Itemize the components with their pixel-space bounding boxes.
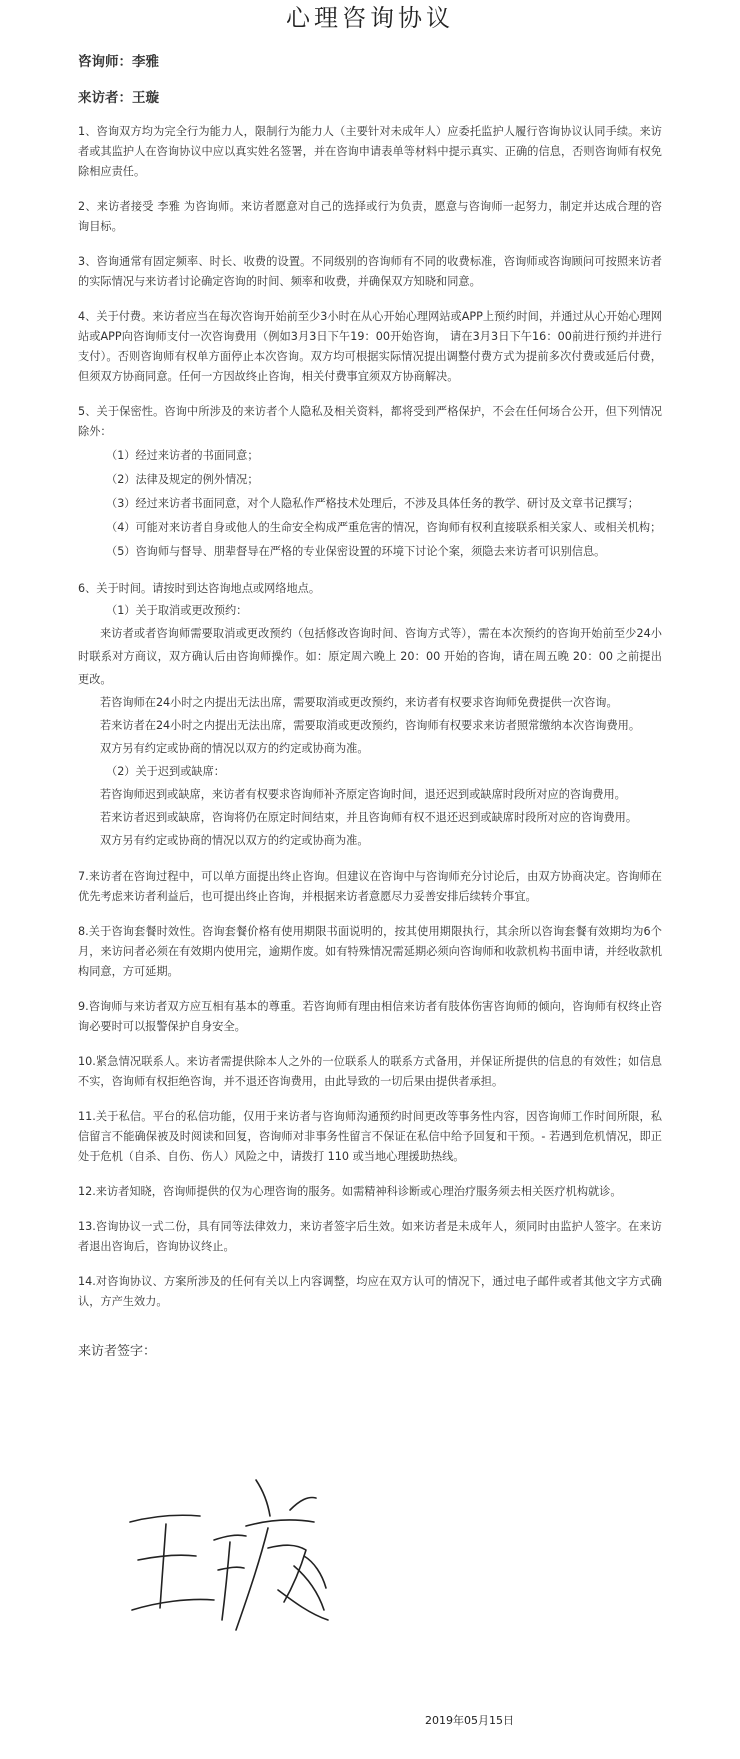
counselor-line: 咨询师：李雅 (78, 54, 159, 70)
clause-9: 9.咨询师与来访者双方应互相有基本的尊重。若咨询师有理由相信来访者有肢体伤害咨询师的倾向，咨询师有权终止咨询必要时可以报警保护自身安全。 (78, 1000, 662, 1033)
clause-6-sub1-para: 双方另有约定或协商的情况以双方的约定或协商为准。 (100, 742, 369, 755)
clause-13: 13.咨询协议一式二份，具有同等法律效力，来访者签字后生效。如来访者是未成年人，须同时由监护人签字。在来访者退出咨询后，咨询协议终止。 (78, 1220, 662, 1253)
clause-6-sub1-para: 来访者或者咨询师需要取消或更改预约（包括修改咨询时间、咨询方式等），需在本次预约的咨询开始前至少24小时联系对方商议，双方确认后由咨询师操作。如：原定周六晚上 20：00 开始的咨询，请在周五晚 20：00 之前提出更改。 (78, 627, 662, 686)
clause-5-list (78, 444, 662, 564)
document-title: 心理咨询协议 (286, 4, 454, 32)
clause-5-item: （1）经过来访者的书面同意； (106, 449, 259, 462)
clause-6-sub1-para: 若咨询师在24小时之内提出无法出席，需要取消或更改预约，来访者有权要求咨询师免费提供一次咨询。 (100, 696, 618, 709)
clause-6 (78, 579, 662, 852)
clause-3: 3、咨询通常有固定频率、时长、收费的设置。不同级别的咨询师有不同的收费标准，咨询师或咨询顾问可按照来访者的实际情况与来访者讨论确定咨询的时间、频率和收费，并确保双方知晓和同意。 (78, 255, 662, 288)
clause-6-sub2-para: 若咨询师迟到或缺席，来访者有权要求咨询师补齐原定咨询时间，退还迟到或缺席时段所对应的咨询费用。 (100, 788, 626, 801)
clause-4: 4、关于付费。来访者应当在每次咨询开始前至少3小时在从心开始心理网站或APP上预约时间，并通过从心开始心理网站或APP向咨询师支付一次咨询费用（例如3月3日下午19：00开始咨询， 请在3月3日下午16：00前进行预约并进行支付）。否则咨询师有权单方面停止本次咨询。双方均可根据实际情况提出调整付费方式为提前多次付费或延后付费，但须双方协商同意。任何一方因故终止咨询，相关付费事宜须双方协商解决。 (78, 310, 662, 383)
clauses (78, 122, 662, 1312)
clause-8: 8.关于咨询套餐时效性。咨询套餐价格有使用期限书面说明的，按其使用期限执行，其余所以咨询套餐有效期均为6个月，来访问者必须在有效期内使用完，逾期作废。如有特殊情况需延期必须向咨询师和收款机构书面申请，并经收款机构同意，方可延期。 (78, 925, 662, 978)
clause-5 (78, 402, 662, 564)
clause-5-item: （5）咨询师与督导、朋辈督导在严格的专业保密设置的环境下讨论个案，须隐去来访者可识别信息。 (106, 545, 606, 558)
signature-label: 来访者签字： (78, 1344, 157, 1359)
clause-6-sub1-head: （1）关于取消或更改预约： (106, 604, 248, 617)
clause-5-intro: 5、关于保密性。咨询中所涉及的来访者个人隐私及相关资料，都将受到严格保护，不会在任何场合公开，但下列情况除外： (78, 405, 662, 438)
handwritten-signature (118, 1470, 338, 1650)
clause-14: 14.对咨询协议、方案所涉及的任何有关以上内容调整，均应在双方认可的情况下，通过电子邮件或者其他文字方式确认，方产生效力。 (78, 1275, 662, 1308)
clause-5-item: （2）法律及规定的例外情况； (106, 473, 259, 486)
client-line: 来访者：王璇 (78, 90, 159, 106)
clause-7: 7.来访者在咨询过程中，可以单方面提出终止咨询。但建议在咨询中与咨询师充分讨论后，由双方协商决定。咨询师在优先考虑来访者利益后，也可提出终止咨询，并根据来访者意愿尽力妥善安排后续转介事宜。 (78, 870, 662, 903)
clause-11: 11.关于私信。平台的私信功能，仅用于来访者与咨询师沟通预约时间更改等事务性内容，因咨询师工作时间所限，私信留言不能确保被及时阅读和回复，咨询师对非事务性留言不保证在私信中给予回复和干预。- 若遇到危机情况，即正处于危机（自杀、自伤、伤人）风险之中，请拨打 110 或当地心理援助热线。 (78, 1110, 662, 1163)
signing-date: 2019年05月15日 (425, 1714, 514, 1727)
clause-6-sub2-para: 若来访者迟到或缺席，咨询将仍在原定时间结束，并且咨询师有权不退还迟到或缺席时段所对应的咨询费用。 (100, 811, 638, 824)
clause-10: 10.紧急情况联系人。来访者需提供除本人之外的一位联系人的联系方式备用，并保证所提供的信息的有效性；如信息不实，咨询师有权拒绝咨询，并不退还咨询费用，由此导致的一切后果由提供者承担。 (78, 1055, 662, 1088)
clause-6-sub2-head: （2）关于迟到或缺席： (106, 765, 225, 778)
clause-6-sub1-para: 若来访者在24小时之内提出无法出席，需要取消或更改预约，咨询师有权要求来访者照常缴纳本次咨询费用。 (100, 719, 641, 732)
clause-5-item: （3）经过来访者书面同意，对个人隐私作严格技术处理后，不涉及具体任务的教学、研讨及文章书记撰写； (106, 497, 639, 510)
clause-6-sub2-para: 双方另有约定或协商的情况以双方的约定或协商为准。 (100, 834, 369, 847)
clause-1: 1、咨询双方均为完全行为能力人，限制行为能力人（主要针对未成年人）应委托监护人履行咨询协议认同手续。来访者或其监护人在咨询协议中应以真实姓名签署，并在咨询申请表单等材料中提示真实、正确的信息，否则咨询师有权免除相应责任。 (78, 125, 662, 178)
clause-6-intro: 6、关于时间。请按时到达咨询地点或网络地点。 (78, 582, 321, 595)
clause-5-item: （4）可能对来访者自身或他人的生命安全构成严重危害的情况，咨询师有权利直接联系相关家人、或相关机构； (106, 521, 662, 534)
clause-12: 12.来访者知晓，咨询师提供的仅为心理咨询的服务。如需精神科诊断或心理治疗服务须去相关医疗机构就诊。 (78, 1185, 622, 1198)
clause-2: 2、来访者接受 李雅 为咨询师。来访者愿意对自己的选择或行为负责，愿意与咨询师一起努力，制定并达成合理的咨询目标。 (78, 200, 662, 233)
